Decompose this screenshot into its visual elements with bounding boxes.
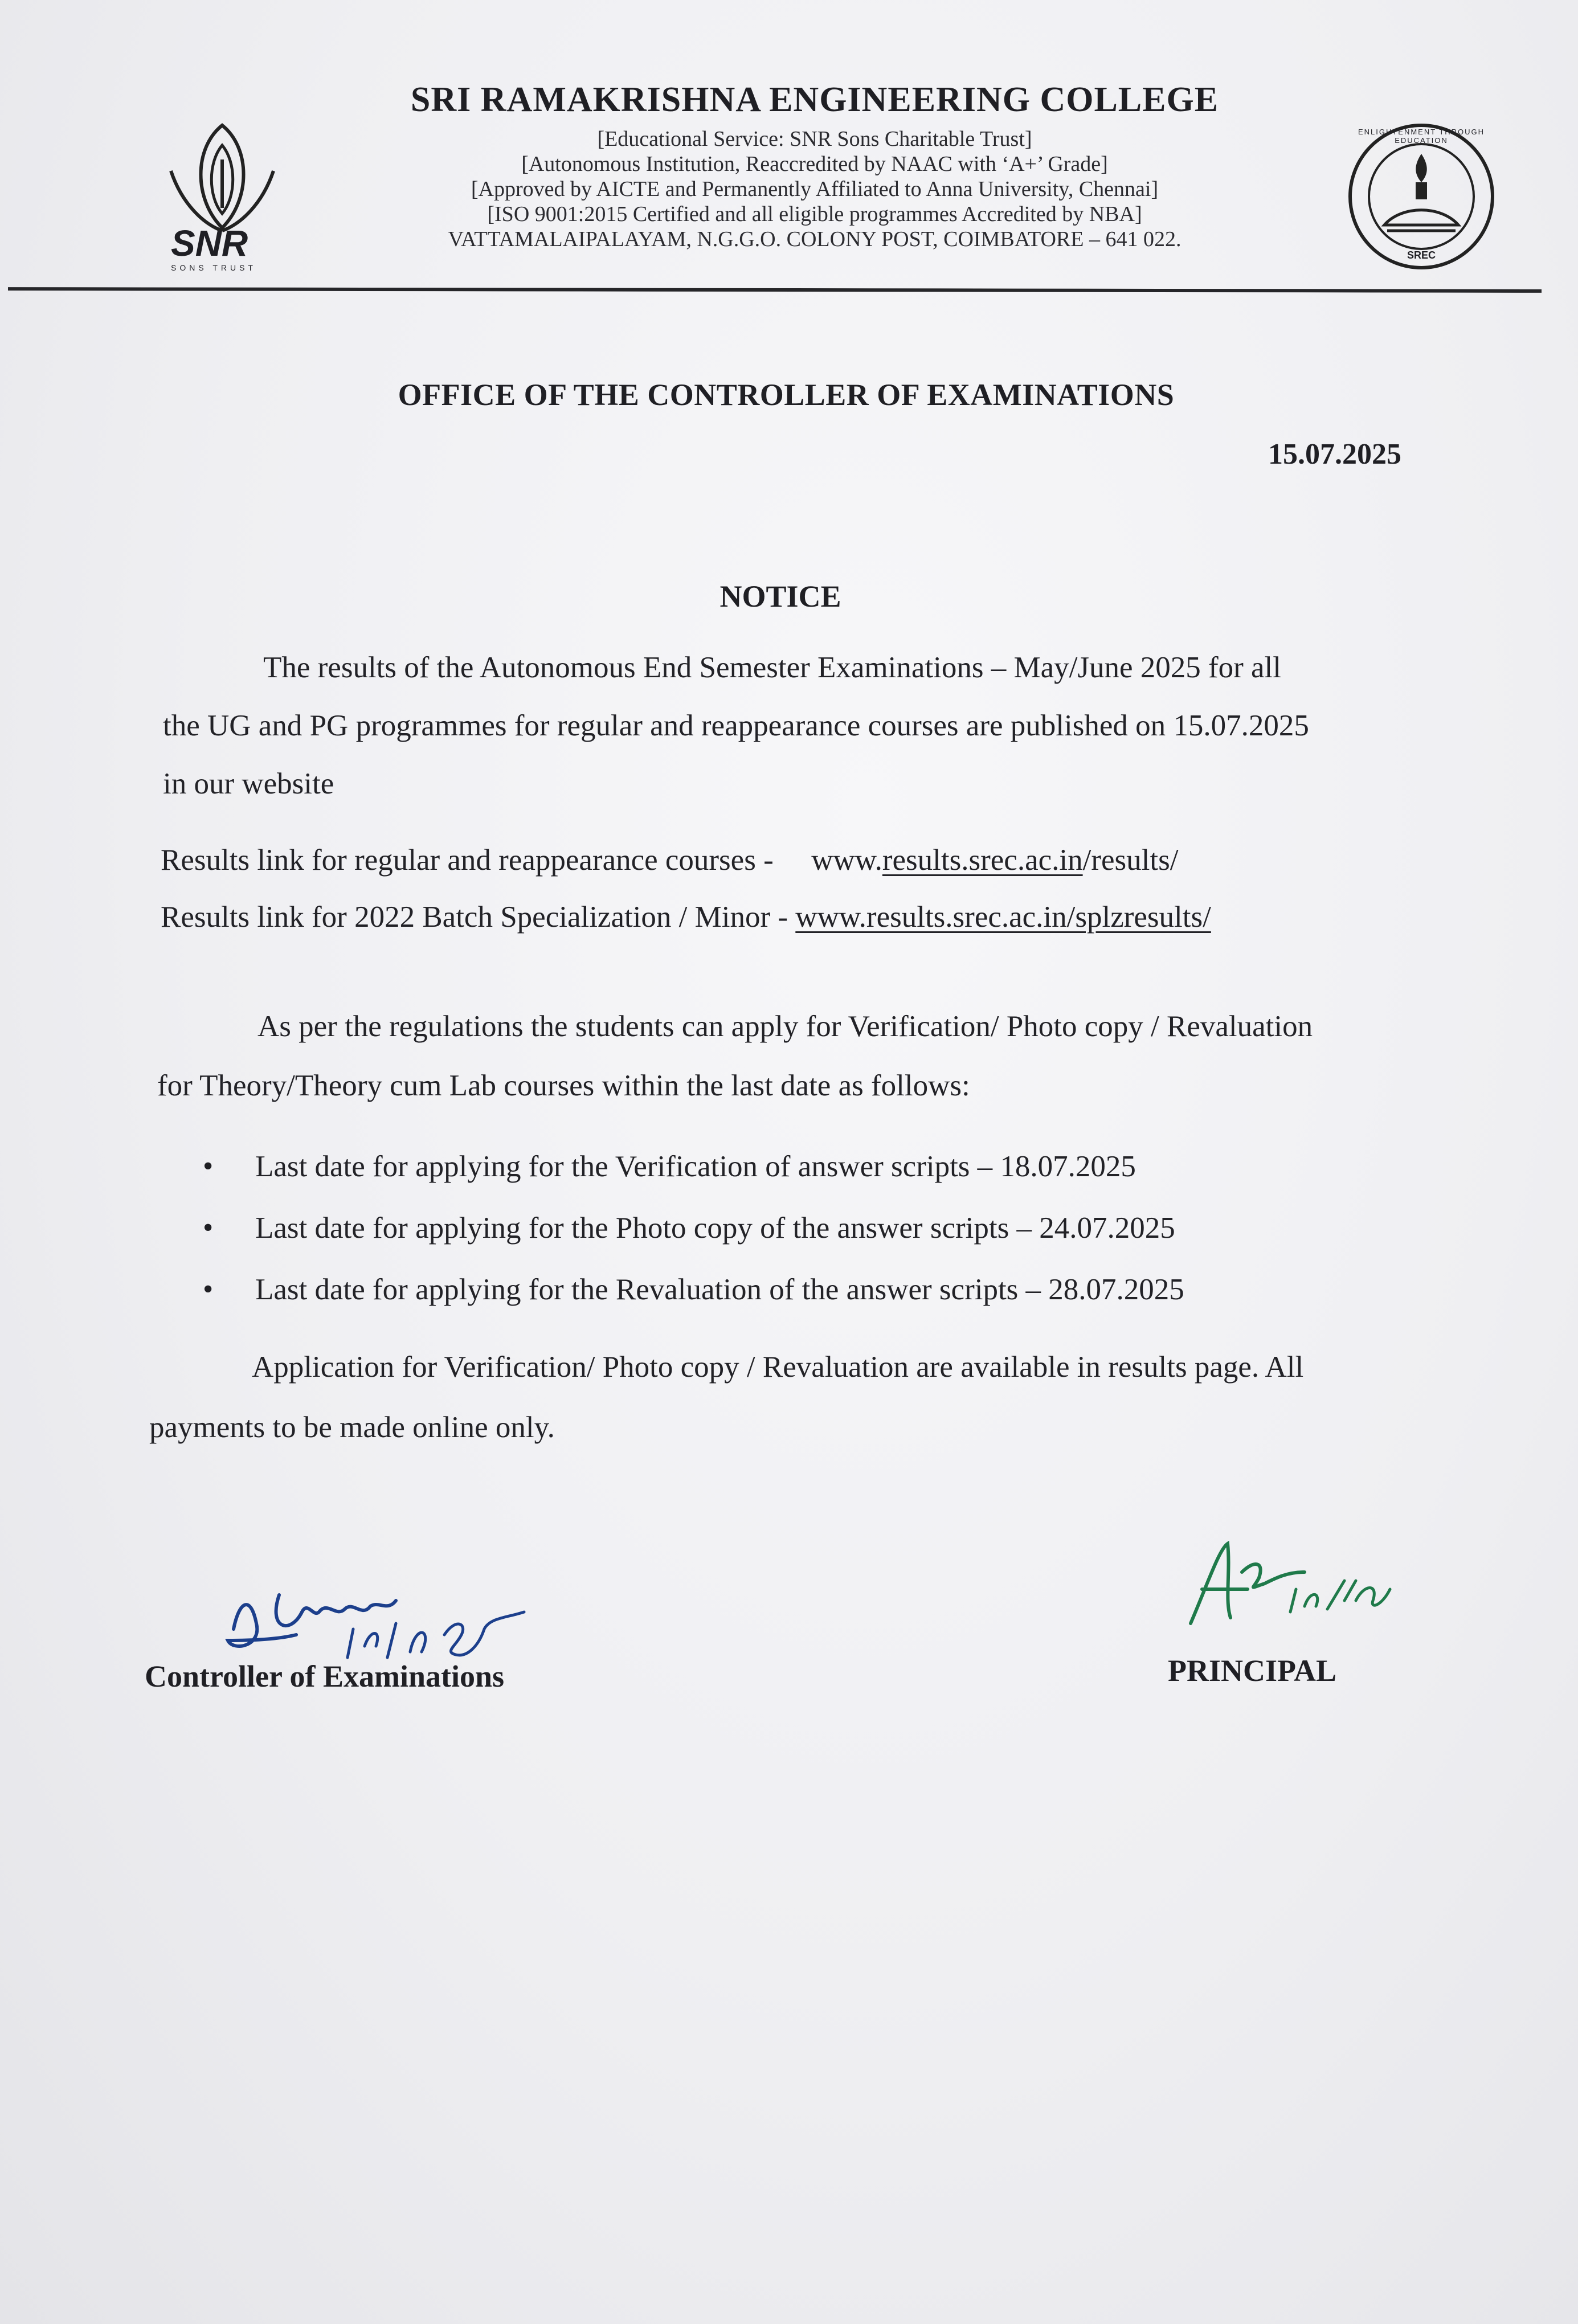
bullet-icon: • bbox=[203, 1273, 214, 1306]
deadline-revaluation: Last date for applying for the Revaluation of the answer scripts – 28.07.2025 bbox=[255, 1273, 1184, 1306]
trust-line: [Educational Service: SNR Sons Charitable Trust] bbox=[597, 127, 1032, 151]
paragraph2-line1: As per the regulations the students can apply for Verification/ Photo copy / Revaluation bbox=[257, 1010, 1313, 1043]
srec-seal-motto: ENLIGHTENMENT THROUGH EDUCATION bbox=[1358, 128, 1485, 145]
approval-line: [Approved by AICTE and Permanently Affiliated to Anna University, Chennai] bbox=[471, 177, 1159, 201]
office-title: OFFICE OF THE CONTROLLER OF EXAMINATIONS bbox=[398, 378, 1175, 412]
paragraph3-line2: payments to be made online only. bbox=[149, 1411, 555, 1444]
srec-seal-name: SREC bbox=[1407, 249, 1436, 261]
snr-logo-subtext: SONS TRUST bbox=[171, 263, 256, 272]
principal-label: PRINCIPAL bbox=[1168, 1654, 1336, 1688]
snr-logo bbox=[160, 114, 296, 273]
specialization-results-link[interactable]: www.results.srec.ac.in/splzresults/ bbox=[795, 901, 1211, 934]
iso-line: [ISO 9001:2015 Certified and all eligible programmes Accredited by NBA] bbox=[487, 202, 1142, 226]
principal-signature bbox=[1174, 1527, 1413, 1643]
paragraph1-line3: in our website bbox=[163, 767, 334, 800]
specialization-results-row bbox=[161, 900, 1211, 934]
header-divider bbox=[8, 287, 1542, 293]
regular-results-suffix: /results/ bbox=[1082, 844, 1179, 877]
paragraph1-line2: the UG and PG programmes for regular and reappearance courses are published on 15.07.2025 bbox=[163, 709, 1309, 742]
notice-title: NOTICE bbox=[719, 579, 841, 613]
controller-label: Controller of Examinations bbox=[145, 1659, 505, 1693]
paragraph2-line2: for Theory/Theory cum Lab courses within the last date as follows: bbox=[157, 1069, 970, 1102]
college-name: SRI RAMAKRISHNA ENGINEERING COLLEGE bbox=[410, 80, 1219, 119]
handwritten-signature-icon bbox=[216, 1561, 547, 1675]
specialization-results-label: Results link for 2022 Batch Specialization / Minor - bbox=[161, 901, 788, 934]
deadline-verification: Last date for applying for the Verification of answer scripts – 18.07.2025 bbox=[255, 1150, 1136, 1183]
regular-results-label: Results link for regular and reappearance courses - bbox=[161, 844, 774, 877]
accreditation-line: [Autonomous Institution, Reaccredited by NAAC with ‘A+’ Grade] bbox=[521, 152, 1108, 176]
handwritten-signature-icon bbox=[1174, 1527, 1413, 1640]
bullet-icon: • bbox=[203, 1212, 214, 1244]
snr-logo-text: SNR bbox=[171, 223, 248, 264]
bullet-icon: • bbox=[203, 1150, 214, 1183]
srec-seal bbox=[1344, 120, 1498, 273]
address-line: VATTAMALAIPALAYAM, N.G.G.O. COLONY POST, COIMBATORE – 641 022. bbox=[448, 227, 1182, 251]
notice-date: 15.07.2025 bbox=[1268, 438, 1401, 470]
deadline-photocopy: Last date for applying for the Photo copy of the answer scripts – 24.07.2025 bbox=[255, 1212, 1175, 1245]
regular-results-row bbox=[161, 843, 1178, 877]
regular-results-prefix: www. bbox=[811, 844, 882, 877]
paragraph3-line1: Application for Verification/ Photo copy / Revaluation are available in results page. All bbox=[252, 1351, 1304, 1384]
paragraph1-line1: The results of the Autonomous End Semester Examinations – May/June 2025 for all bbox=[263, 651, 1281, 684]
regular-results-link[interactable]: results.srec.ac.in bbox=[882, 844, 1083, 877]
